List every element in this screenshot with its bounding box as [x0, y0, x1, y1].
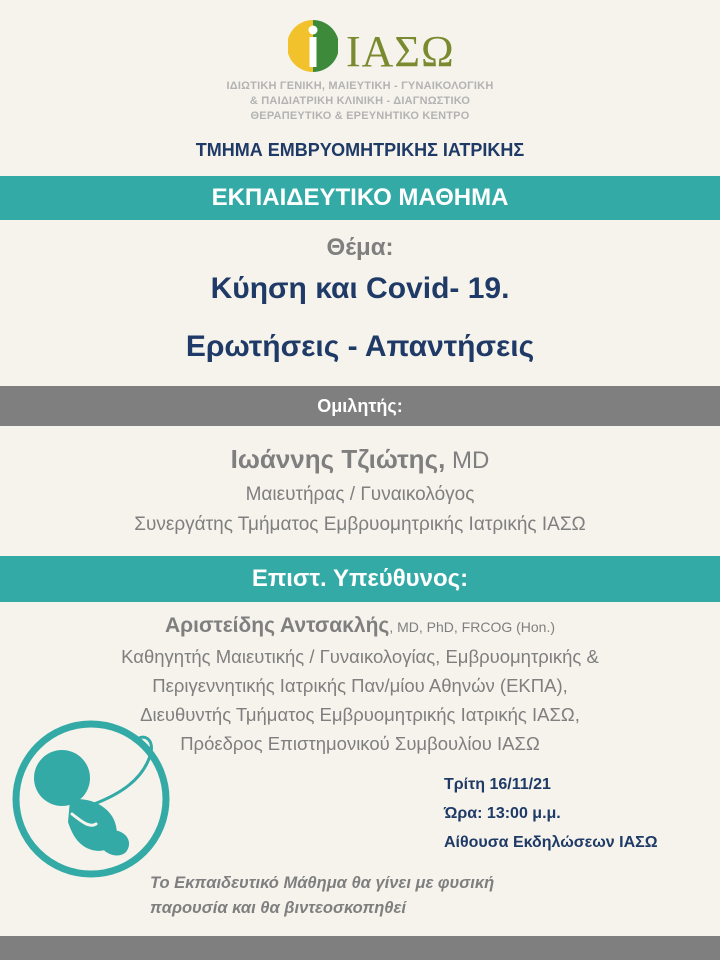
event-date: Τρίτη 16/11/21 [444, 776, 551, 793]
footer-bar [0, 936, 720, 960]
responsible-name-text: Αριστείδης Αντσακλής [164, 614, 390, 637]
responsible-title-line: Διευθυντής Τμήματος Εμβρυομητρικής Ιατρικής ΙΑΣΩ, [140, 704, 580, 725]
responsible-title-line: Καθηγητής Μαιευτικής / Γυναικολογίας, Εμβρυομητρικής & [121, 646, 599, 667]
speaker-role: Μαιευτήρας / Γυναικολόγος [245, 484, 475, 505]
topic-title-line1: Κύηση και Covid- 19. [210, 272, 510, 305]
course-banner: ΕΚΠΑΙΔΕΥΤΙΚΟ ΜΑΘΗΜΑ [0, 176, 720, 220]
logo-subtitle-line: ΘΕΡΑΠΕΥΤΙΚΟ & ΕΡΕΥΝΗΤΙΚΟ ΚΕΝΤΡΟ [250, 110, 470, 122]
speaker-name-text: Ιωάννης Τζιώτης, [230, 444, 446, 474]
department-title: ΤΜΗΜΑ ΕΜΒΡΥΟΜΗΤΡΙΚΗΣ ΙΑΤΡΙΚΗΣ [195, 140, 525, 160]
logo-subtitle-line: ΙΔΙΩΤΙΚΗ ΓΕΝΙΚΗ, ΜΑΙΕΥΤΙΚΗ - ΓΥΝΑΙΚΟΛΟΓΙΚΗ [226, 80, 494, 92]
note-line: παρουσία και θα βιντεοσκοπηθεί [150, 899, 406, 917]
speaker-name-suffix: MD [445, 447, 490, 474]
responsible-name [0, 614, 720, 638]
responsible-title-line: Πρόεδρος Επιστημονικού Συμβουλίου ΙΑΣΩ [180, 733, 540, 754]
responsible-title-line: Περιγεννητικής Ιατρικής Παν/μίου Αθηνών (ΕΚΠΑ), [152, 675, 568, 696]
speaker-affiliation: Συνεργάτης Τμήματος Εμβρυομητρικής Ιατρικής ΙΑΣΩ [134, 514, 586, 535]
speaker-name [0, 444, 720, 475]
logo-subtitle-line: & ΠΑΙΔΙΑΤΡΙΚΗ ΚΛΙΝΙΚΗ - ΔΙΑΓΝΩΣΤΙΚΟ [249, 95, 471, 107]
responsible-name-suffix: , MD, PhD, FRCOG (Hon.) [389, 619, 556, 635]
topic-label: Θέμα: [326, 234, 394, 261]
event-venue: Αίθουσα Εκδηλώσεων ΙΑΣΩ [444, 834, 658, 851]
note-line: Το Εκπαιδευτικό Μάθημα θα γίνει με φυσική [150, 874, 495, 892]
responsible-banner: Επιστ. Υπεύθυνος: [0, 556, 720, 602]
event-time: Ώρα: 13:00 μ.μ. [444, 805, 561, 822]
fetus-icon [10, 718, 172, 880]
iaso-logo-icon [288, 18, 338, 74]
topic-title-line2: Ερωτήσεις - Απαντήσεις [185, 330, 535, 363]
speaker-banner: Ομιλητής: [0, 386, 720, 426]
logo-brand-text: ΙΑΣΩ [346, 27, 455, 76]
